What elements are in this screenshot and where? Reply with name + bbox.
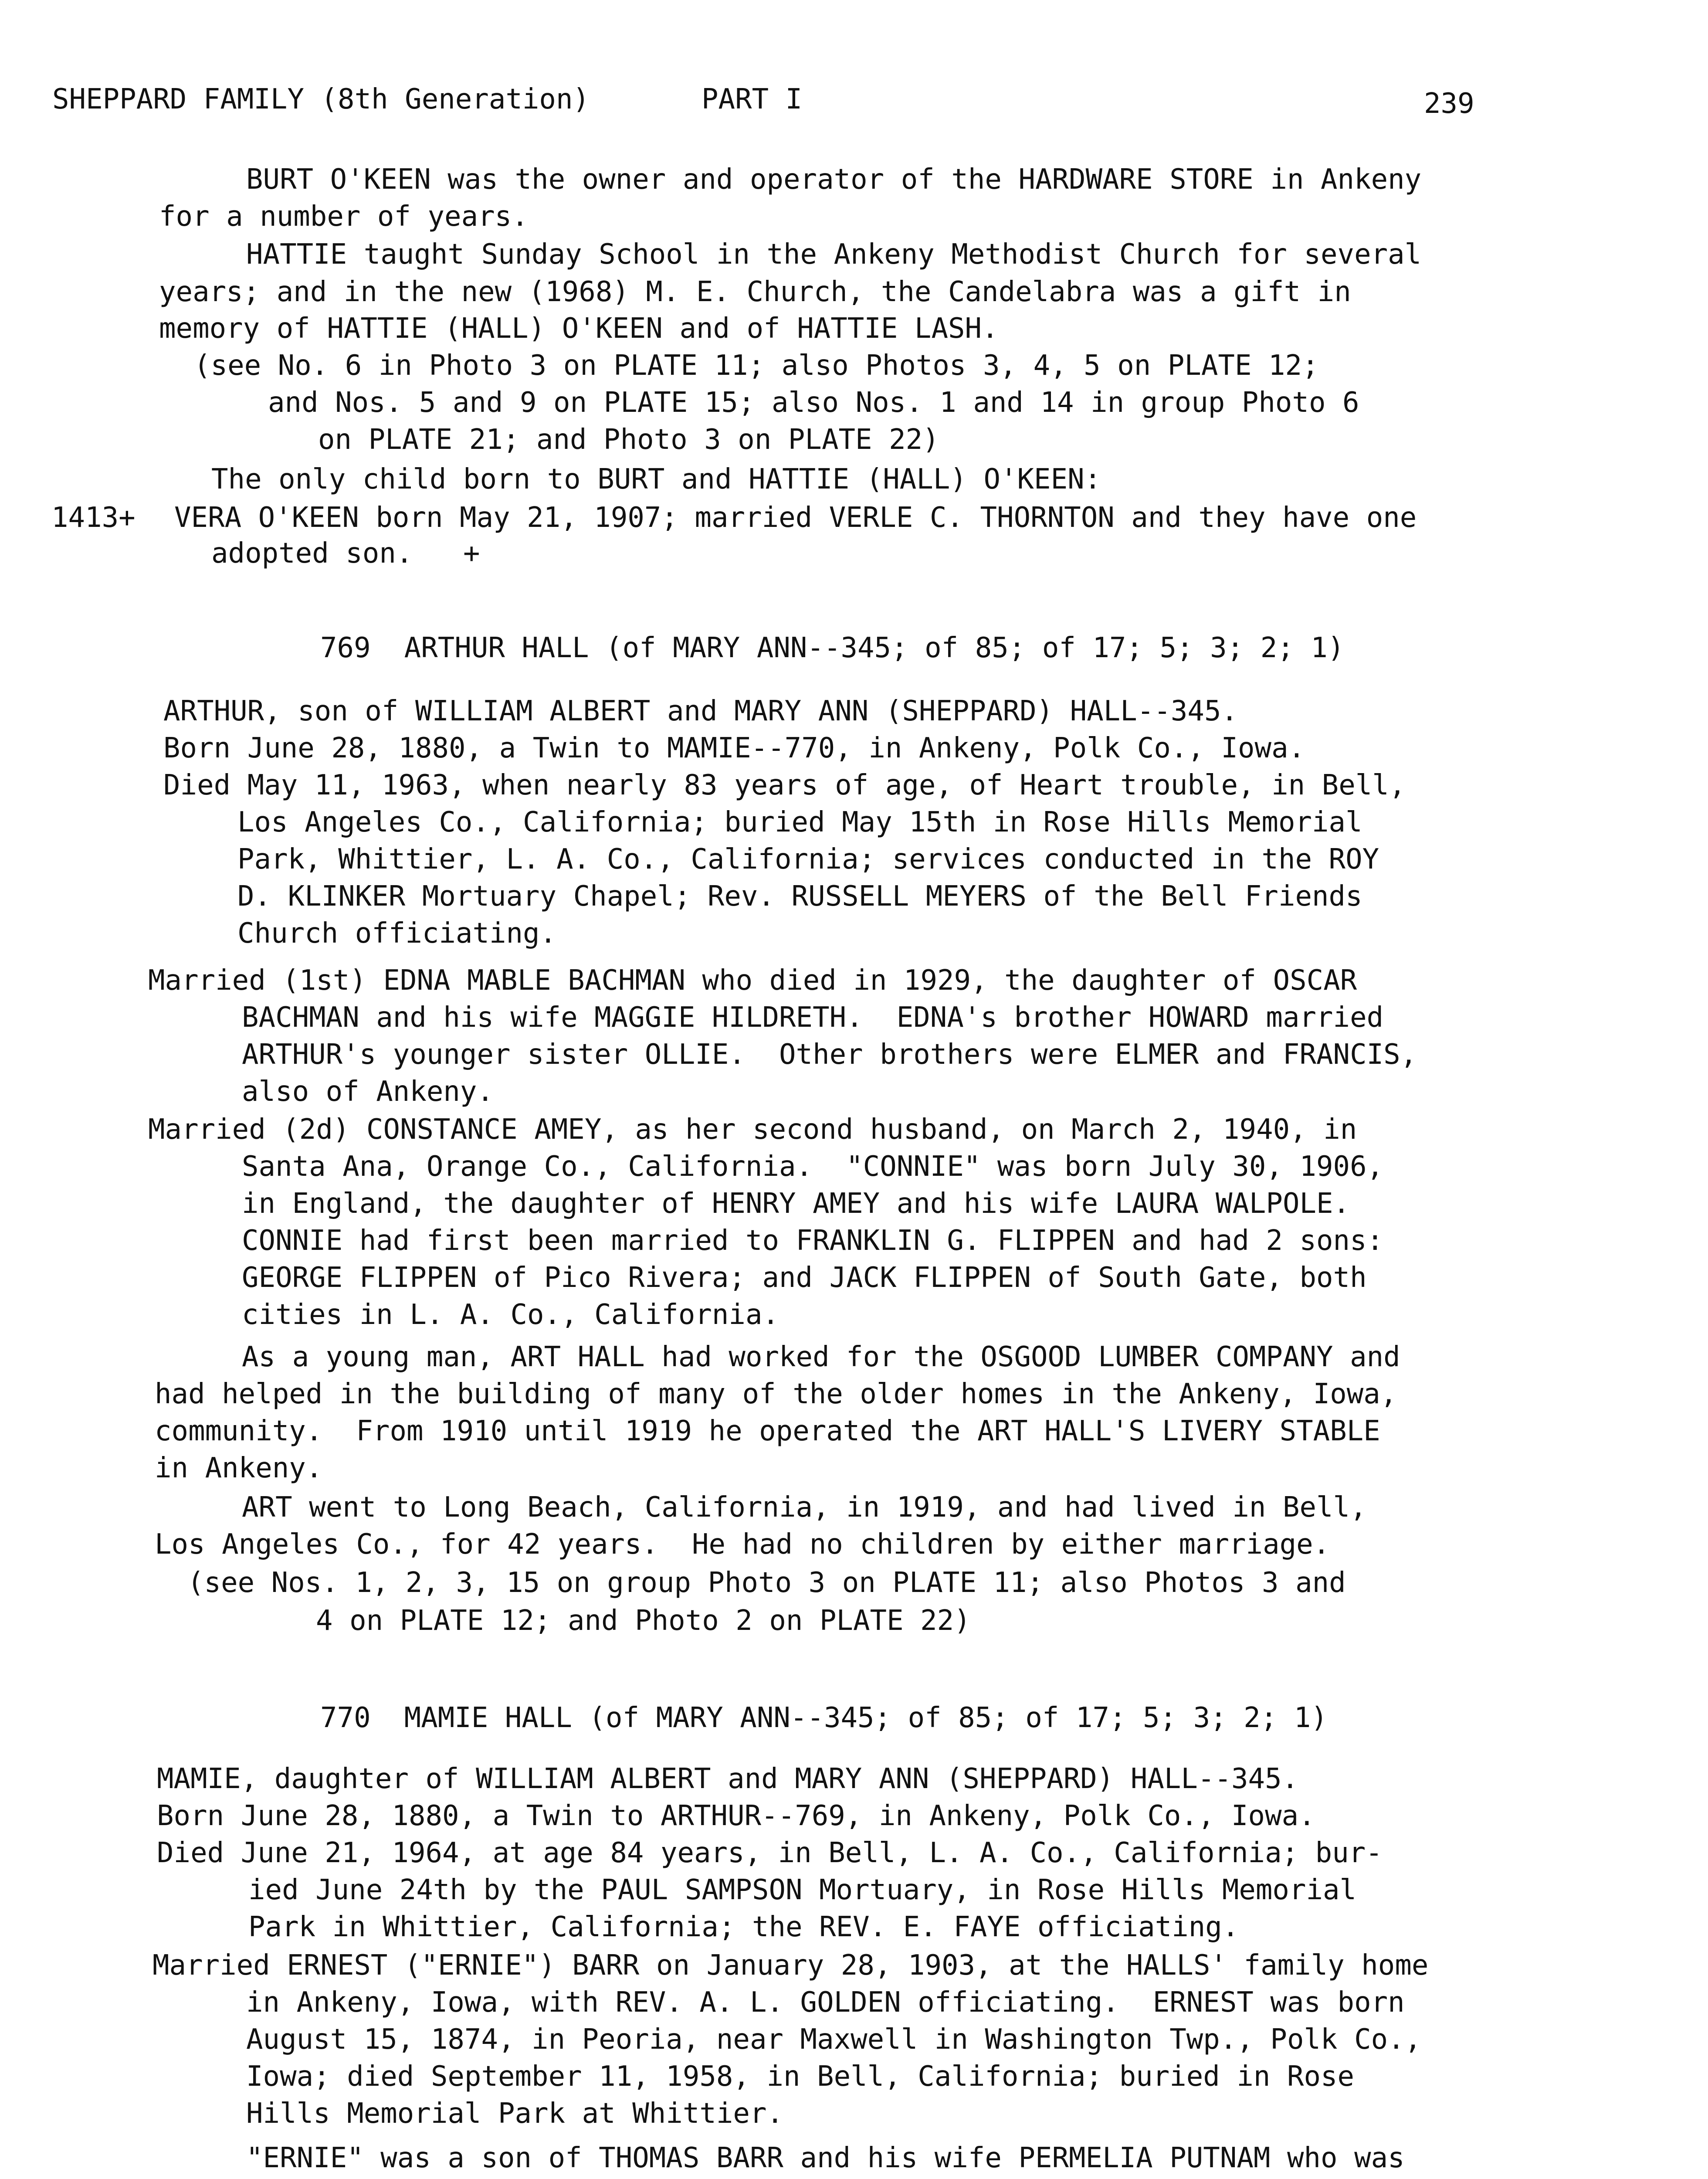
paragraph-line: also of Ankeny. bbox=[242, 1076, 494, 1108]
paragraph-line: years; and in the new (1968) M. E. Church, the Candelabra was a gift in bbox=[159, 276, 1351, 308]
paragraph-line: community. From 1910 until 1919 he operated the ART HALL'S LIVERY STABLE bbox=[155, 1415, 1380, 1447]
paragraph-line: cities in L. A. Co., California. bbox=[242, 1299, 779, 1331]
paragraph-line: D. KLINKER Mortuary Chapel; Rev. RUSSELL MEYERS of the Bell Friends bbox=[237, 880, 1362, 913]
paragraph-line: CONNIE had first been married to FRANKLIN G. FLIPPEN and had 2 sons: bbox=[242, 1225, 1384, 1257]
paragraph-line: Married (2d) CONSTANCE AMEY, as her second husband, on March 2, 1940, in bbox=[148, 1113, 1357, 1146]
paragraph-line: Park in Whittier, California; the REV. E. FAYE officiating. bbox=[248, 1911, 1239, 1943]
paragraph-line: August 15, 1874, in Peoria, near Maxwell in Washington Twp., Polk Co., bbox=[246, 2023, 1422, 2056]
paragraph-line: in Ankeny, Iowa, with REV. A. L. GOLDEN officiating. ERNEST was born bbox=[246, 1986, 1405, 2019]
paragraph-line: ART went to Long Beach, California, in 1919, and had lived in Bell, bbox=[242, 1491, 1367, 1524]
paragraph-line: for a number of years. bbox=[159, 200, 529, 233]
paragraph-line: Born June 28, 1880, a Twin to ARTHUR--769, in Ankeny, Polk Co., Iowa. bbox=[157, 1800, 1315, 1832]
child-entry-line: VERA O'KEEN born May 21, 1907; married VERLE C. THORNTON and they have one bbox=[174, 502, 1417, 534]
paragraph-line: had helped in the building of many of the older homes in the Ankeny, Iowa, bbox=[155, 1378, 1397, 1410]
paragraph-line: ARTHUR, son of WILLIAM ALBERT and MARY ANN (SHEPPARD) HALL--345. bbox=[163, 695, 1238, 727]
paragraph-line: Married ERNEST ("ERNIE") BARR on January 28, 1903, at the HALLS' family home bbox=[152, 1949, 1429, 1982]
paragraph-line: HATTIE taught Sunday School in the Ankeny Methodist Church for several bbox=[246, 238, 1422, 271]
photo-reference-line: on PLATE 21; and Photo 3 on PLATE 22) bbox=[318, 424, 939, 456]
entry-heading-769: 769 ARTHUR HALL (of MARY ANN--345; of 85; of 17; 5; 3; 2; 1) bbox=[320, 632, 1345, 664]
paragraph-line: Died June 21, 1964, at age 84 years, in Bell, L. A. Co., California; bur- bbox=[157, 1837, 1383, 1869]
paragraph-line: ARTHUR's younger sister OLLIE. Other brothers were ELMER and FRANCIS, bbox=[242, 1039, 1417, 1071]
running-header: SHEPPARD FAMILY (8th Generation) bbox=[52, 83, 590, 115]
entry-heading-770: 770 MAMIE HALL (of MARY ANN--345; of 85; of 17; 5; 3; 2; 1) bbox=[320, 1702, 1328, 1734]
paragraph-line: Hills Memorial Park at Whittier. bbox=[246, 2098, 783, 2130]
paragraph-line: Married (1st) EDNA MABLE BACHMAN who died in 1929, the daughter of OSCAR bbox=[148, 964, 1357, 997]
paragraph-line: Born June 28, 1880, a Twin to MAMIE--770, in Ankeny, Polk Co., Iowa. bbox=[163, 732, 1305, 764]
paragraph-line: "ERNIE" was a son of THOMAS BARR and his wife PERMELIA PUTNAM who was bbox=[246, 2142, 1405, 2174]
photo-reference-line: and Nos. 5 and 9 on PLATE 15; also Nos. 1 and 14 in group Photo 6 bbox=[268, 387, 1359, 419]
paragraph-line: Los Angeles Co., for 42 years. He had no children by either marriage. bbox=[155, 1528, 1330, 1561]
paragraph-line: Santa Ana, Orange Co., California. "CONNIE" was born July 30, 1906, bbox=[242, 1151, 1384, 1183]
paragraph-line: GEORGE FLIPPEN of Pico Rivera; and JACK FLIPPEN of South Gate, both bbox=[242, 1262, 1367, 1294]
paragraph-line: MAMIE, daughter of WILLIAM ALBERT and MARY ANN (SHEPPARD) HALL--345. bbox=[157, 1763, 1299, 1795]
paragraph-line: BACHMAN and his wife MAGGIE HILDRETH. EDNA's brother HOWARD married bbox=[242, 1001, 1384, 1034]
child-entry-line: adopted son. + bbox=[211, 537, 480, 570]
paragraph-line: memory of HATTIE (HALL) O'KEEN and of HATTIE LASH. bbox=[159, 312, 999, 345]
paragraph-line: Park, Whittier, L. A. Co., California; services conducted in the ROY bbox=[237, 843, 1379, 876]
paragraph-line: in Ankeny. bbox=[155, 1452, 323, 1484]
paragraph-line: As a young man, ART HALL had worked for the OSGOOD LUMBER COMPANY and bbox=[242, 1341, 1400, 1373]
paragraph-line: Los Angeles Co., California; buried May 15th in Rose Hills Memorial bbox=[237, 806, 1362, 838]
part-label: PART I bbox=[702, 83, 803, 115]
photo-reference-line: (see Nos. 1, 2, 3, 15 on group Photo 3 on PLATE 11; also Photos 3 and bbox=[187, 1567, 1346, 1599]
paragraph-line: in England, the daughter of HENRY AMEY and his wife LAURA WALPOLE. bbox=[242, 1188, 1350, 1220]
paragraph-line: ied June 24th by the PAUL SAMPSON Mortuary, in Rose Hills Memorial bbox=[248, 1874, 1357, 1906]
photo-reference-line: 4 on PLATE 12; and Photo 2 on PLATE 22) bbox=[316, 1605, 971, 1637]
paragraph-line: The only child born to BURT and HATTIE (HALL) O'KEEN: bbox=[211, 463, 1101, 496]
paragraph-line: BURT O'KEEN was the owner and operator of the HARDWARE STORE in Ankeny bbox=[246, 163, 1422, 196]
child-number: 1413+ bbox=[51, 502, 136, 534]
paragraph-line: Died May 11, 1963, when nearly 83 years of age, of Heart trouble, in Bell, bbox=[163, 769, 1406, 801]
paragraph-line: Iowa; died September 11, 1958, in Bell, California; buried in Rose bbox=[246, 2060, 1355, 2093]
photo-reference-line: (see No. 6 in Photo 3 on PLATE 11; also Photos 3, 4, 5 on PLATE 12; bbox=[194, 350, 1319, 382]
page-number: 239 bbox=[1424, 88, 1474, 120]
paragraph-line: Church officiating. bbox=[237, 917, 557, 950]
